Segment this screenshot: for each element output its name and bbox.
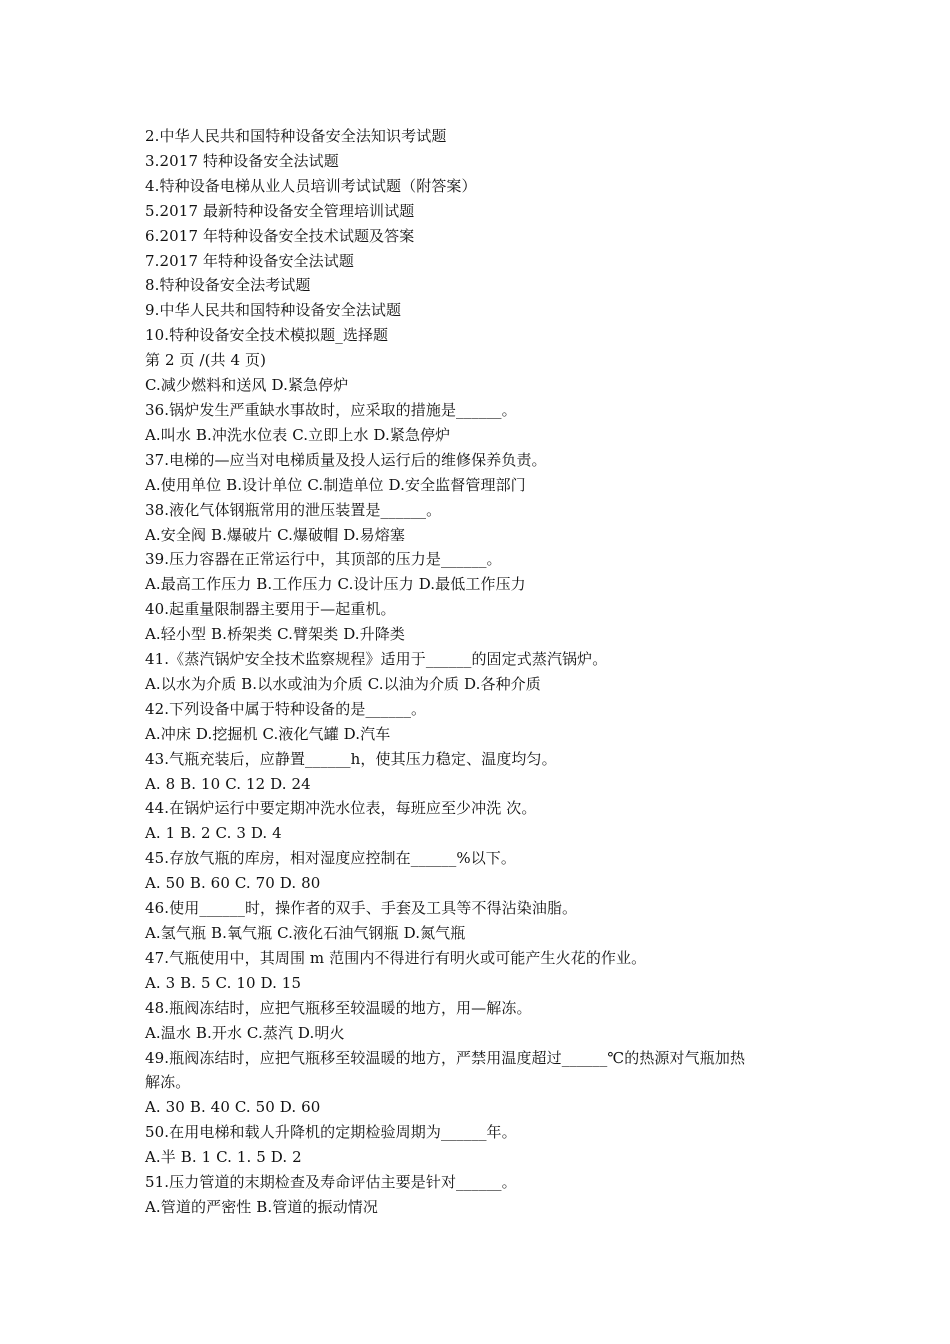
question: 44.在锅炉运行中要定期冲洗水位表，每班应至少冲洗 次。	[145, 799, 537, 818]
text-line: 3.2017 特种设备安全法试题	[145, 151, 339, 170]
answer-options: A.冲床 D.挖掘机 C.液化气罐 D.汽车	[145, 724, 391, 743]
question: 39.压力容器在正常运行中，其顶部的压力是______。	[145, 550, 502, 569]
text-line: 8.特种设备安全法考试题	[145, 276, 311, 295]
text-line: 9.中华人民共和国特种设备安全法试题	[145, 301, 402, 320]
question: 48.瓶阀冻结时，应把气瓶移至较温暖的地方，用—解冻。	[145, 998, 532, 1017]
page-number: 第 2 页 /(共 4 页)	[145, 351, 267, 370]
answer-options: A.轻小型 B.桥架类 C.臂架类 D.升降类	[145, 625, 405, 644]
question: 41.《蒸汽锅炉安全技术监察规程》适用于______的固定式蒸汽锅炉。	[145, 650, 608, 669]
question: 49.瓶阀冻结时，应把气瓶移至较温暖的地方，严禁用温度超过______℃的热源对气瓶加热	[145, 1048, 746, 1067]
text-line: 6.2017 年特种设备安全技术试题及答案	[145, 226, 415, 245]
question: 45.存放气瓶的库房，相对湿度应控制在______%以下。	[145, 849, 517, 868]
answer-options: A.氢气瓶 B.氧气瓶 C.液化石油气钢瓶 D.氮气瓶	[145, 924, 466, 942]
text-line: 4.特种设备电梯从业人员培训考试试题（附答案）	[145, 176, 477, 195]
answer-options: A.安全阀 B.爆破片 C.爆破帽 D.易熔塞	[145, 525, 405, 544]
answer-options: A. 3 B. 5 C. 10 D. 15	[145, 973, 302, 992]
text-line: 5.2017 最新特种设备安全管理培训试题	[145, 201, 415, 220]
question: 38.液化气体钢瓶常用的泄压装置是______。	[145, 500, 442, 519]
answer-options: A.以水为介质 B.以水或油为介质 C.以油为介质 D.各种介质	[145, 674, 541, 693]
answer-options: A.叫水 B.冲洗水位表 C.立即上水 D.紧急停炉	[145, 425, 451, 444]
text-line: 7.2017 年特种设备安全法试题	[145, 251, 354, 270]
answer-options: A.半 B. 1 C. 1. 5 D. 2	[145, 1148, 302, 1167]
question: 47.气瓶使用中，其周围 m 范围内不得进行有明火或可能产生火花的作业。	[145, 948, 647, 967]
answer-options: A. 30 B. 40 C. 50 D. 60	[145, 1098, 321, 1117]
text-line: 10.特种设备安全技术模拟题_选择题	[145, 326, 389, 345]
question: 50.在用电梯和载人升降机的定期检验周期为______年。	[145, 1123, 517, 1142]
answer-options: A.温水 B.开水 C.蒸汽 D.明火	[145, 1023, 345, 1042]
document-body	[145, 124, 815, 1220]
question: 40.起重量限制器主要用于—起重机。	[145, 600, 396, 619]
question: 36.锅炉发生严重缺水事故时，应采取的措施是______。	[145, 400, 517, 419]
answer-options: A. 50 B. 60 C. 70 D. 80	[145, 874, 321, 893]
answer-options: A.使用单位 B.设计单位 C.制造单位 D.安全监督管理部门	[145, 475, 526, 494]
question: 37.电梯的—应当对电梯质量及投人运行后的维修保养负责。	[145, 450, 547, 469]
answer-options: A. 1 B. 2 C. 3 D. 4	[145, 824, 282, 843]
question: 51.压力管道的末期检查及寿命评估主要是针对______。	[145, 1173, 517, 1192]
question: 43.气瓶充装后，应静置______h，使其压力稳定、温度均匀。	[145, 749, 557, 768]
answer-options: C.减少燃料和送风 D.紧急停炉	[145, 376, 349, 395]
answer-options: A. 8 B. 10 C. 12 D. 24	[145, 774, 311, 793]
answer-options: A.管道的严密性 B.管道的振动情况	[145, 1197, 378, 1216]
question: 46.使用______时，操作者的双手、手套及工具等不得沾染油脂。	[145, 899, 578, 918]
text-line: 2.中华人民共和国特种设备安全法知识考试题	[145, 127, 447, 145]
question: 42.下列设备中属于特种设备的是______。	[145, 699, 427, 718]
answer-options: A.最高工作压力 B.工作压力 C.设计压力 D.最低工作压力	[145, 575, 526, 594]
question-continuation: 解冻。	[145, 1073, 191, 1092]
